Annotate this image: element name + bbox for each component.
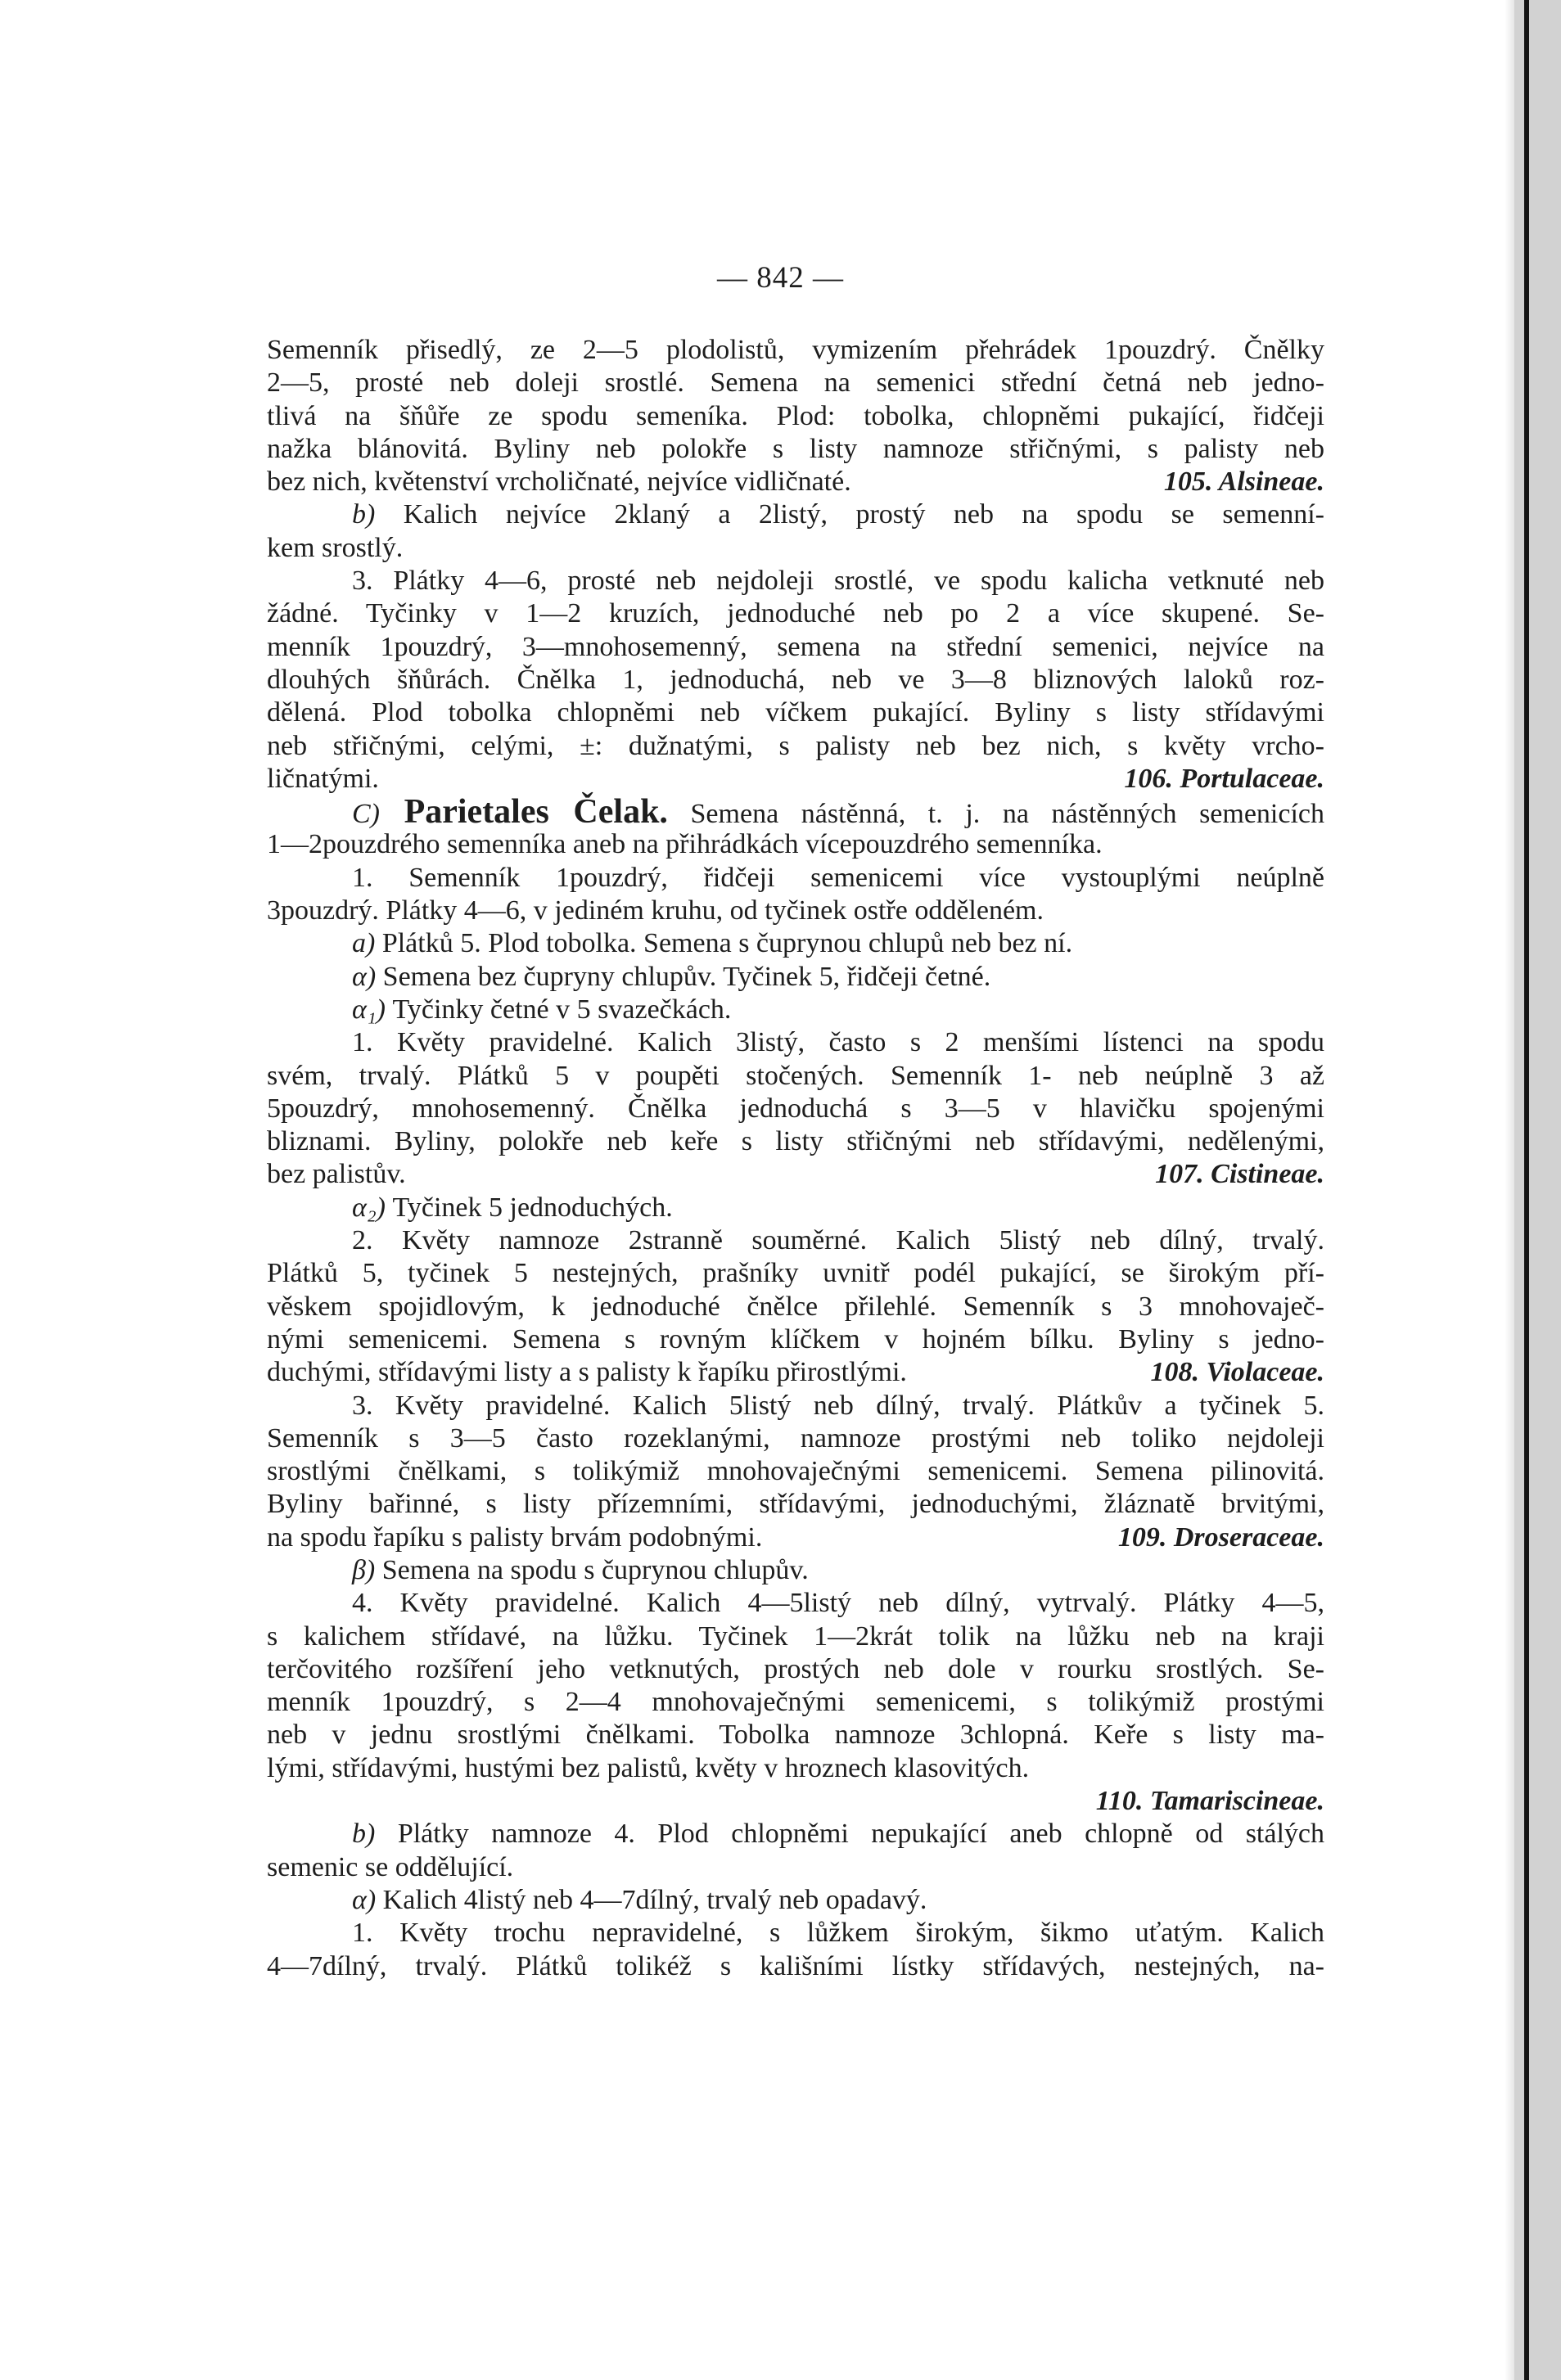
section-marker: a) (352, 928, 376, 959)
section-marker: α₁) (352, 994, 386, 1025)
text-line (267, 1488, 1324, 1521)
line-text: terčovitého rozšíření jeho vetknutých, prostých neb dole v rourku srostlých. Se- (267, 1653, 1324, 1684)
text-line (267, 793, 1325, 832)
line-text: neb v jednu srostlými čnělkami. Tobolka namnoze 3chlopná. Keře s listy ma- (267, 1720, 1324, 1751)
text-line (267, 565, 1324, 597)
text-line (267, 1686, 1324, 1719)
text-line (267, 895, 1324, 927)
line-text: Plátků 5, tyčinek 5 nestejných, prašníky uvnitř podél pukající, se širokým pří- (267, 1258, 1324, 1289)
text-line (267, 532, 1324, 565)
text-line-with-family-title (267, 1356, 1324, 1389)
text-line (267, 1950, 1324, 1983)
text-line-with-family-title (267, 763, 1324, 796)
line-text: srostlými čnělkami, s tolikýmiž mnohovaječnými semenicemi. Semena pilinovitá. (267, 1456, 1324, 1487)
text-line (267, 730, 1324, 763)
line-text: Semenník s 3—5 často rozeklanými, namnoze prostými neb toliko nejdoleji (267, 1422, 1324, 1454)
family-title: 109. Droseraceae. (1117, 1521, 1324, 1553)
line-text: Semena na spodu s čuprynou chlupův. (375, 1554, 809, 1585)
line-text: Semena bez čupryny chlupův. Tyčinek 5, řidčeji četné. (376, 961, 991, 992)
line-text: bez palistův. (267, 1159, 406, 1190)
text-line (267, 1851, 1324, 1884)
text-line (267, 994, 1324, 1026)
text-line (267, 597, 1324, 630)
text-line (267, 1390, 1324, 1422)
text-line (267, 696, 1324, 729)
line-text: duchými, střídavými listy a s palisty k řapíku přirostlými. (267, 1357, 907, 1388)
section-marker: α) (352, 1884, 377, 1915)
text-line (267, 1752, 1324, 1785)
section-marker: b) (352, 1819, 376, 1850)
line-text: neb střičnými, celými, ±: dužnatými, s palisty neb bez nich, s květy vrcho- (267, 730, 1324, 761)
line-text: 3. Květy pravidelné. Kalich 5listý neb dílný, trvalý. Plátkův a tyčinek 5. (352, 1390, 1324, 1421)
text-line (267, 1455, 1324, 1488)
family-title: 108. Violaceae. (1150, 1357, 1324, 1388)
line-text: Semenník přisedlý, ze 2—5 plodolistů, vymizením přehrádek 1pouzdrý. Čnělky (267, 335, 1324, 365)
text-line-with-family-title (267, 1521, 1324, 1554)
line-text: svém, trvalý. Plátků 5 v poupěti stočených. Semenník 1- neb neúplně 3 až (267, 1060, 1324, 1091)
text-line (267, 400, 1324, 433)
line-text: 2. Květy namnoze 2stranně souměrné. Kalich 5listý neb dílný, trvalý. (352, 1225, 1324, 1256)
text-line (267, 1093, 1324, 1125)
line-text: 1—2pouzdrého semenníka aneb na přihrádkách vícepouzdrého semenníka. (267, 829, 1103, 860)
text-line (267, 631, 1324, 664)
line-text: 3. Plátky 4—6, prosté neb nejdoleji srostlé, ve spodu kalicha vetknuté neb (352, 566, 1324, 597)
text-line (267, 1291, 1324, 1323)
text-line (267, 1422, 1324, 1455)
section-marker: α₂) (352, 1192, 386, 1223)
text-line (267, 1884, 1324, 1917)
family-title: 106. Portulaceae. (1124, 763, 1324, 794)
line-text: lými, střídavými, hustými bez palistů, květy v hroznech klasovitých. (267, 1752, 1030, 1783)
family-title: 107. Cistineae. (1155, 1159, 1324, 1190)
text-line (267, 961, 1324, 994)
text-line (267, 1224, 1324, 1257)
line-text: žádné. Tyčinky v 1—2 kruzích, jednoduché neb po 2 a více skupené. Se- (267, 598, 1324, 629)
section-marker: C) (352, 799, 380, 830)
text-line-with-family-title (267, 466, 1324, 498)
text-line (267, 1620, 1324, 1653)
text-line (267, 1554, 1324, 1587)
line-text: tlivá na šňůře ze spodu semeníka. Plod: tobolka, chlopněmi pukající, řidčeji (267, 400, 1324, 431)
line-text: nými semenicemi. Semena s rovným klíčkem v hojném bílku. Byliny s jedno- (267, 1323, 1324, 1355)
line-text: dělená. Plod tobolka chlopněmi neb víčkem pukající. Byliny s listy střídavými (267, 697, 1324, 728)
page-edge-line (1524, 0, 1529, 2380)
line-text: Plátků 5. Plod tobolka. Semena s čuprynou chlupů neb bez ní. (375, 928, 1073, 959)
page-text (267, 334, 1324, 1983)
line-text: 1. Květy pravidelné. Kalich 3listý, často s 2 menšími lístenci na spodu (352, 1027, 1324, 1058)
line-text: na spodu řapíku s palisty brvám podobnými. (267, 1521, 763, 1553)
text-line (267, 1653, 1324, 1686)
line-text: Byliny bařinné, s listy přízemními, střídavými, jednoduchými, žláznatě brvitými, (267, 1489, 1324, 1520)
text-line (267, 433, 1324, 466)
text-line (267, 927, 1324, 960)
line-text: bliznami. Byliny, polokře neb keře s listy střičnými neb střídavými, nedělenými, (267, 1126, 1324, 1157)
family-title: 105. Alsineae. (1163, 467, 1324, 498)
line-text: semenic se oddělující. (267, 1851, 514, 1882)
text-line (267, 1587, 1324, 1620)
line-text: bez nich, květenství vrcholičnaté, nejvíce vidličnaté. (267, 467, 851, 498)
line-text: 4. Květy pravidelné. Kalich 4—5listý neb dílný, vytrvalý. Plátky 4—5, (352, 1588, 1324, 1619)
line-text: Tyčinek 5 jednoduchých. (386, 1192, 673, 1223)
line-text: Plátky namnoze 4. Plod chlopněmi nepukající aneb chlopně od stálých (375, 1819, 1324, 1850)
text-line (267, 1026, 1324, 1059)
text-line (267, 334, 1324, 367)
line-text: 1. Květy trochu nepravidelné, s lůžkem širokým, šikmo uťatým. Kalich (352, 1918, 1324, 1949)
section-marker: β) (352, 1554, 376, 1585)
text-line (267, 367, 1324, 399)
line-text: menník 1pouzdrý, 3—mnohosemenný, semena na střední semenici, nejvíce na (267, 631, 1324, 662)
text-line-with-family-title (267, 1785, 1324, 1818)
text-line (267, 1323, 1324, 1356)
page-edge-strip (1514, 0, 1561, 2380)
line-text: dlouhých šňůrách. Čnělka 1, jednoduchá, neb ve 3—8 bliznových laloků roz- (267, 664, 1324, 695)
line-text: 3pouzdrý. Plátky 4—6, v jediném kruhu, od tyčinek ostře odděleném. (267, 895, 1044, 926)
family-title: 110. Tamariscineae. (1095, 1786, 1324, 1817)
line-text: 4—7dílný, trvalý. Plátků tolikéž s kališními lístky střídavých, nestejných, na- (267, 1950, 1324, 1981)
text-line (267, 1192, 1324, 1224)
section-marker: b) (352, 499, 376, 530)
line-text: kem srostlý. (267, 532, 404, 563)
text-line (267, 1719, 1324, 1751)
section-heading: Parietales Čelak. (380, 793, 668, 832)
line-text: 5pouzdrý, mnohosemenný. Čnělka jednoduchá s 3—5 v hlavičku spojenými (267, 1093, 1324, 1124)
line-text: Semena nástěnná, t. j. na nástěnných semenicích (667, 799, 1325, 830)
line-text: věskem spojidlovým, k jednoduché čnělce přilehlé. Semenník s 3 mnohovaječ- (267, 1291, 1324, 1322)
line-text: menník 1pouzdrý, s 2—4 mnohovaječnými semenicemi, s tolikýmiž prostými (267, 1687, 1324, 1718)
line-text: 2—5, prosté neb doleji srostlé. Semena na semenici střední četná neb jedno- (267, 367, 1324, 399)
text-line (267, 664, 1324, 696)
text-line (267, 1060, 1324, 1093)
text-line (267, 1257, 1324, 1290)
text-line (267, 1818, 1324, 1850)
line-text: Kalich nejvíce 2klaný a 2listý, prostý neb na spodu se semenní- (375, 499, 1324, 530)
text-line (267, 1125, 1324, 1158)
page-number: — 842 — (717, 261, 844, 295)
line-text: Tyčinky četné v 5 svazečkách. (386, 994, 732, 1025)
scan-shadow (1505, 0, 1514, 2380)
line-text: s kalichem střídavé, na lůžku. Tyčinek 1—2krát tolik na lůžku neb na kraji (267, 1620, 1324, 1652)
text-line (267, 862, 1324, 895)
text-line-with-family-title (267, 1158, 1324, 1191)
line-text: Kalich 4listý neb 4—7dílný, trvalý neb opadavý. (376, 1884, 927, 1915)
section-marker: α) (352, 961, 377, 992)
text-line (267, 828, 1324, 861)
line-text: ličnatými. (267, 763, 379, 794)
line-text: nažka blánovitá. Byliny neb polokře s listy namnoze střičnými, s palisty neb (267, 433, 1324, 464)
text-line (267, 498, 1324, 531)
text-line (267, 1917, 1324, 1950)
line-text: 1. Semenník 1pouzdrý, řidčeji semenicemi více vystouplými neúplně (352, 862, 1324, 893)
